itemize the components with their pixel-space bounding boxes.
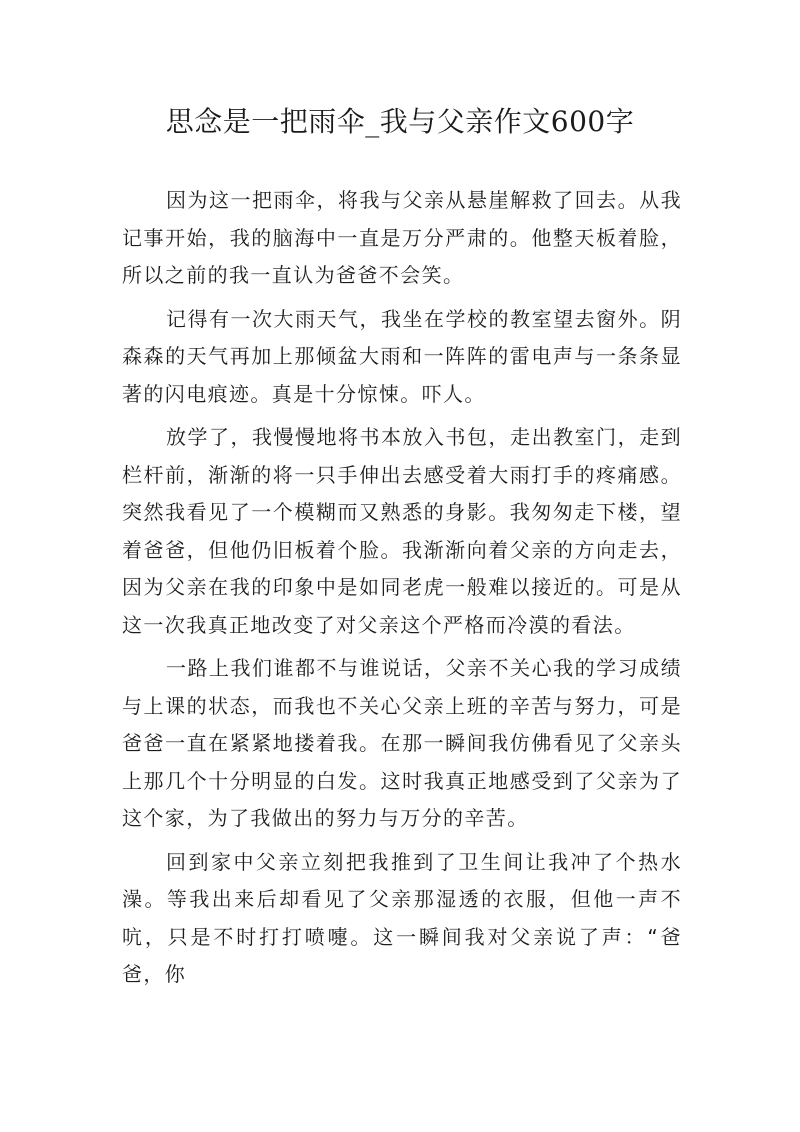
- paragraph-3: 放学了，我慢慢地将书本放入书包，走出教室门，走到栏杆前，渐渐的将一只手伸出去感受着大雨打手的疼痛感。突然我看见了一个模糊而又熟悉的身影。我匆匆走下楼，望着爸爸，但他仍旧板着个脸。我渐渐向着父亲的方向走去，因为父亲在我的印象中是如同老虎一般难以接近的。可是从这一次我真正地改变了对父亲这个严格而冷漠的看法。: [122, 425, 682, 637]
- document-title: 思念是一把雨伞_我与父亲作文600字: [165, 105, 635, 138]
- paragraph-1: 因为这一把雨伞，将我与父亲从悬崖解救了回去。从我记事开始，我的脑海中一直是万分严肃的。他整天板着脸，所以之前的我一直认为爸爸不会笑。: [122, 188, 682, 287]
- paragraph-4: 一路上我们谁都不与谁说话，父亲不关心我的学习成绩与上课的状态，而我也不关心父亲上班的辛苦与努力，可是爸爸一直在紧紧地搂着我。在那一瞬间我仿佛看见了父亲头上那几个十分明显的白发。这时我真正地感受到了父亲为了这个家，为了我做出的努力与万分的辛苦。: [122, 656, 682, 830]
- document-body: [122, 182, 682, 1000]
- paragraph-5: 回到家中父亲立刻把我推到了卫生间让我冲了个热水澡。等我出来后却看见了父亲那湿透的衣服，但他一声不吭，只是不时打打喷嚏。这一瞬间我对父亲说了声：“爸爸，你: [122, 849, 682, 986]
- paragraph-2: 记得有一次大雨天气，我坐在学校的教室望去窗外。阴森森的天气再加上那倾盆大雨和一阵阵的雷电声与一条条显著的闪电痕迹。真是十分惊悚。吓人。: [122, 306, 682, 406]
